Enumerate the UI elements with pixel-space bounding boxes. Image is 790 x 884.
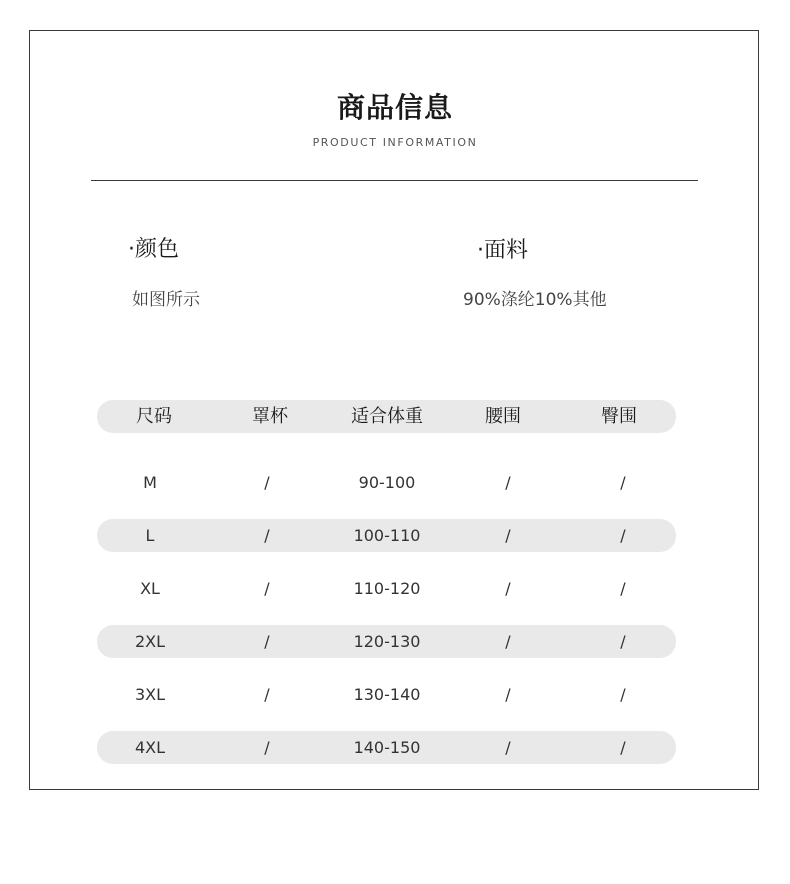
header-waist: 腰围 — [485, 406, 521, 427]
cell-cup: / — [264, 579, 270, 598]
cell-hip: / — [620, 632, 626, 651]
cell-hip: / — [620, 473, 626, 492]
cell-size: M — [143, 473, 157, 492]
cell-cup: / — [264, 685, 270, 704]
table-row — [97, 466, 676, 499]
title-divider — [91, 180, 698, 181]
table-row — [97, 678, 676, 711]
cell-size: L — [145, 526, 155, 545]
fabric-attribute-value: 90%涤纶10%其他 — [463, 290, 607, 310]
cell-weight: 110-120 — [353, 579, 421, 598]
cell-hip: / — [620, 685, 626, 704]
table-row — [97, 572, 676, 605]
cell-weight: 90-100 — [358, 473, 416, 492]
cell-hip: / — [620, 738, 626, 757]
cell-waist: / — [505, 738, 511, 757]
cell-size: 2XL — [134, 632, 166, 651]
table-row — [97, 519, 676, 552]
cell-weight: 100-110 — [353, 526, 421, 545]
cell-cup: / — [264, 473, 270, 492]
header-weight: 适合体重 — [351, 406, 423, 427]
fabric-attribute-label: ·面料 — [477, 238, 528, 263]
header-hip: 臀围 — [601, 406, 637, 427]
cell-hip: / — [620, 579, 626, 598]
table-row — [97, 625, 676, 658]
cell-size: 4XL — [134, 738, 166, 757]
cell-waist: / — [505, 473, 511, 492]
header-size: 尺码 — [136, 406, 172, 427]
cell-hip: / — [620, 526, 626, 545]
cell-size: 3XL — [134, 685, 166, 704]
cell-weight: 120-130 — [353, 632, 421, 651]
cell-weight: 140-150 — [353, 738, 421, 757]
color-attribute-value: 如图所示 — [132, 290, 200, 310]
page-title: 商品信息 — [336, 91, 453, 124]
cell-weight: 130-140 — [353, 685, 421, 704]
cell-cup: / — [264, 632, 270, 651]
cell-waist: / — [505, 579, 511, 598]
cell-waist: / — [505, 685, 511, 704]
table-row — [97, 731, 676, 764]
cell-waist: / — [505, 632, 511, 651]
page-subtitle: PRODUCT INFORMATION — [312, 136, 478, 149]
cell-cup: / — [264, 738, 270, 757]
cell-cup: / — [264, 526, 270, 545]
color-attribute-label: ·颜色 — [128, 237, 179, 262]
cell-size: XL — [140, 579, 160, 598]
header-cup: 罩杯 — [252, 406, 288, 427]
size-table-header — [97, 400, 676, 433]
cell-waist: / — [505, 526, 511, 545]
